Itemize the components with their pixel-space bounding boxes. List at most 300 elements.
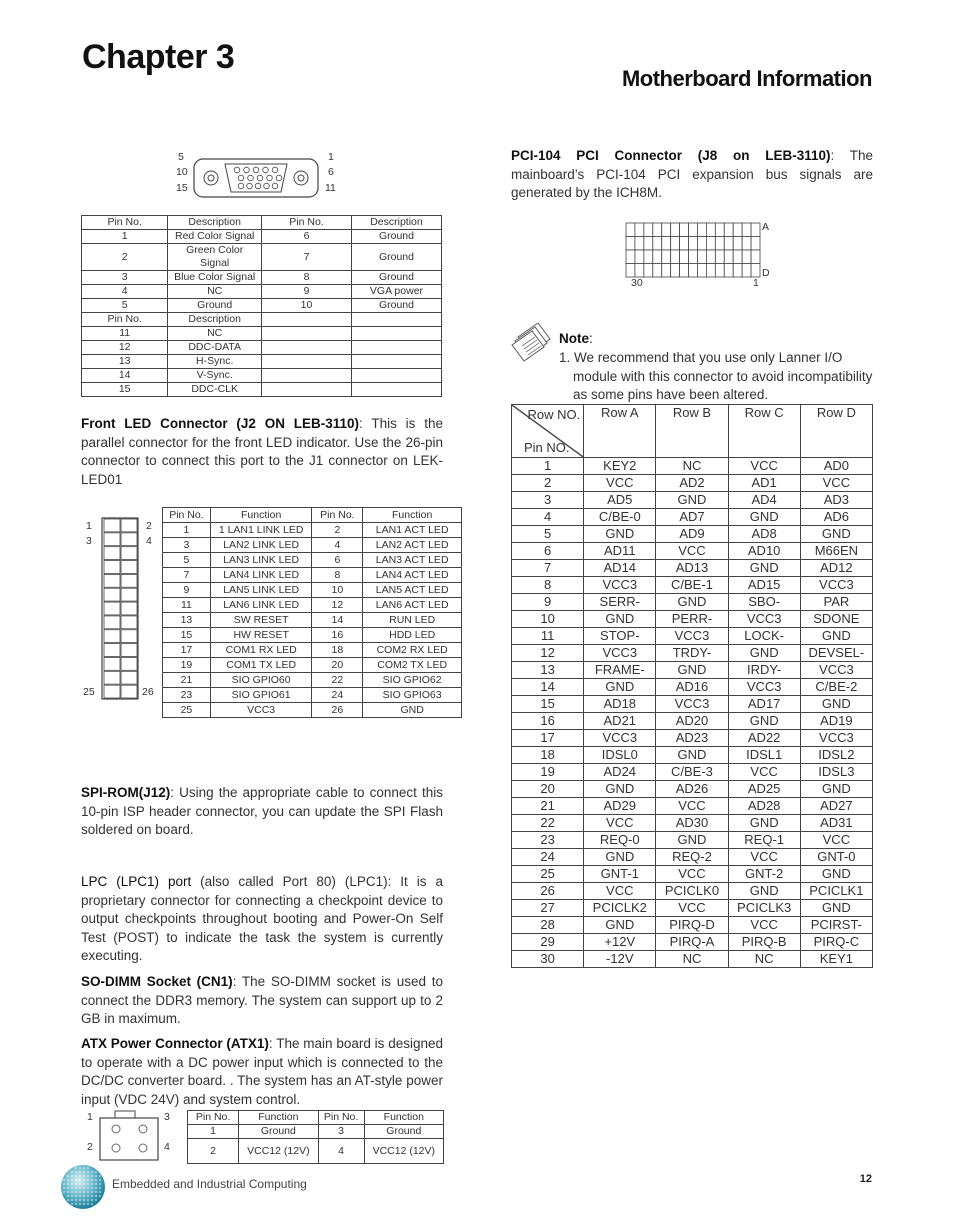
table-cell: AD28 xyxy=(728,798,800,815)
pci-pin-cell xyxy=(662,237,671,251)
atx-paragraph xyxy=(81,1035,443,1109)
pci-pin-cell xyxy=(689,223,698,237)
globe-dot xyxy=(91,1187,93,1189)
table-row xyxy=(512,679,873,696)
table-cell: SBO- xyxy=(728,594,800,611)
table-cell: GND xyxy=(584,781,656,798)
pin-label: D xyxy=(762,267,770,279)
globe-dot xyxy=(83,1179,85,1181)
table-cell: 6 xyxy=(312,553,363,568)
pci-pin-cell xyxy=(680,264,689,278)
table-cell: Ground xyxy=(351,299,441,313)
globe-dot xyxy=(75,1191,77,1193)
table-cell: GND xyxy=(656,662,728,679)
table-cell: VCC3 xyxy=(728,611,800,628)
table-cell: Red Color Signal xyxy=(168,230,262,244)
table-cell: LAN4 LINK LED xyxy=(210,568,312,583)
table-cell: PIRQ-C xyxy=(800,934,872,951)
table-cell: 14 xyxy=(512,679,584,696)
table-cell: LAN4 ACT LED xyxy=(363,568,462,583)
table-cell: 7 xyxy=(163,568,211,583)
pci-pin-cell xyxy=(626,250,635,264)
table-cell: Function xyxy=(239,1111,318,1125)
table-cell: AD15 xyxy=(728,577,800,594)
table-cell: 9 xyxy=(512,594,584,611)
table-cell: PAR xyxy=(800,594,872,611)
column-header-cell: Row D xyxy=(800,405,872,458)
table-cell: GND xyxy=(363,703,462,718)
table-cell: VCC xyxy=(728,849,800,866)
pin-label: 1 xyxy=(328,151,334,163)
pci-pin-cell xyxy=(644,250,653,264)
table-cell: Ground xyxy=(364,1125,443,1139)
globe-dot xyxy=(79,1179,81,1181)
table-cell: 18 xyxy=(312,643,363,658)
spi-text: : Using the appropriate cable to connect this 10-pin ISP header connector, you can update the SPI Flash soldered on board. xyxy=(81,785,443,837)
note-label xyxy=(559,331,593,346)
table-cell: -12V xyxy=(584,951,656,968)
table-cell: AD26 xyxy=(656,781,728,798)
column-header-cell: Row A xyxy=(584,405,656,458)
pci-pin-cell xyxy=(724,250,733,264)
table-cell xyxy=(351,327,441,341)
spi-paragraph xyxy=(81,784,443,840)
table-cell: SERR- xyxy=(584,594,656,611)
table-cell: VCC xyxy=(728,458,800,475)
table-cell: 4 xyxy=(312,538,363,553)
table-cell: C/BE-1 xyxy=(656,577,728,594)
vga-pin-hole xyxy=(248,175,254,181)
table-cell: 5 xyxy=(163,553,211,568)
table-cell: AD9 xyxy=(656,526,728,543)
globe-dot xyxy=(95,1171,97,1173)
table-cell: 11 xyxy=(82,327,168,341)
table-cell: 3 xyxy=(82,271,168,285)
pci-pin-cell xyxy=(706,264,715,278)
globe-dot xyxy=(99,1183,101,1185)
vga-pin-hole xyxy=(238,183,244,189)
table-cell: AD19 xyxy=(800,713,872,730)
pci-pin-cell xyxy=(644,264,653,278)
globe-dot xyxy=(67,1199,69,1201)
globe-dot xyxy=(83,1175,85,1177)
table-cell: AD3 xyxy=(800,492,872,509)
table-cell: 3 xyxy=(512,492,584,509)
table-cell: GND xyxy=(800,781,872,798)
globe-dot xyxy=(91,1191,93,1193)
pin-label: 6 xyxy=(328,166,334,178)
table-row xyxy=(82,216,442,230)
table-cell: GNT-1 xyxy=(584,866,656,883)
vga-pin-hole xyxy=(257,175,263,181)
table-cell: GND xyxy=(800,866,872,883)
table-cell: GND xyxy=(584,679,656,696)
globe-dot xyxy=(83,1171,85,1173)
table-row xyxy=(163,523,462,538)
table-cell: M66EN xyxy=(800,543,872,560)
table-cell: VCC3 xyxy=(584,577,656,594)
table-cell: LAN6 ACT LED xyxy=(363,598,462,613)
table-cell: 13 xyxy=(82,355,168,369)
table-cell: GND xyxy=(728,815,800,832)
pin-label: 30 xyxy=(631,277,643,289)
front-led-title: Front LED Connector (J2 ON LEB-3110) xyxy=(81,416,360,431)
globe-dot xyxy=(95,1179,97,1181)
pci-pin-cell xyxy=(653,237,662,251)
table-cell: 20 xyxy=(512,781,584,798)
vga-pin-hole xyxy=(247,183,253,189)
table-cell: 24 xyxy=(512,849,584,866)
table-cell: NC xyxy=(728,951,800,968)
table-cell: Description xyxy=(168,216,262,230)
table-row xyxy=(82,299,442,313)
globe-dot xyxy=(99,1175,101,1177)
table-cell: 3 xyxy=(318,1125,364,1139)
pci-pin-cell xyxy=(653,223,662,237)
table-cell: Function xyxy=(364,1111,443,1125)
table-cell: VCC3 xyxy=(210,703,312,718)
globe-dot xyxy=(83,1183,85,1185)
table-cell: Description xyxy=(351,216,441,230)
pci-pin-cell xyxy=(751,250,760,264)
table-cell: Pin No. xyxy=(188,1111,239,1125)
globe-dot xyxy=(99,1191,101,1193)
pci-pin-cell xyxy=(689,264,698,278)
table-cell: 4 xyxy=(318,1139,364,1164)
table-row xyxy=(163,628,462,643)
table-cell: 1 LAN1 LINK LED xyxy=(210,523,312,538)
pci-pin-cell xyxy=(680,223,689,237)
globe-dot xyxy=(71,1179,73,1181)
pin-label: 1 xyxy=(753,277,759,289)
table-row xyxy=(512,730,873,747)
table-cell: Pin No. xyxy=(312,508,363,523)
spi-title: SPI-ROM(J12) xyxy=(81,785,171,800)
table-row xyxy=(163,688,462,703)
globe-dot xyxy=(79,1187,81,1189)
table-cell: VCC xyxy=(584,883,656,900)
table-row xyxy=(82,313,442,327)
table-cell: IDSL1 xyxy=(728,747,800,764)
table-cell: VCC xyxy=(584,815,656,832)
table-row xyxy=(512,951,873,968)
table-cell: 25 xyxy=(512,866,584,883)
table-cell: COM2 RX LED xyxy=(363,643,462,658)
globe-dot xyxy=(83,1167,85,1169)
globe-dot xyxy=(87,1187,89,1189)
table-cell: GNT-2 xyxy=(728,866,800,883)
globe-dot xyxy=(71,1191,73,1193)
globe-dot xyxy=(79,1175,81,1177)
table-cell: Ground xyxy=(351,271,441,285)
globe-dot xyxy=(67,1175,69,1177)
table-cell: AD13 xyxy=(656,560,728,577)
globe-dot xyxy=(71,1183,73,1185)
table-cell: SIO GPIO61 xyxy=(210,688,312,703)
table-cell: 1 xyxy=(82,230,168,244)
table-row xyxy=(512,662,873,679)
table-cell: +12V xyxy=(584,934,656,951)
pin-label: 26 xyxy=(142,686,154,698)
globe-dot xyxy=(83,1191,85,1193)
vga-pin-hole xyxy=(263,167,269,173)
table-cell: 12 xyxy=(82,341,168,355)
table-cell: 27 xyxy=(512,900,584,917)
globe-dot xyxy=(83,1195,85,1197)
table-row xyxy=(163,613,462,628)
table-cell: SIO GPIO63 xyxy=(363,688,462,703)
table-cell: GND xyxy=(800,628,872,645)
table-cell: GND xyxy=(728,883,800,900)
table-cell xyxy=(261,341,351,355)
table-cell: 15 xyxy=(163,628,211,643)
front-led-text: : This is the parallel connector for the front LED indicator. Use the 26-pin connector to connect this port to the J1 connector on LEK-LED01 xyxy=(81,416,443,487)
globe-dot xyxy=(63,1191,65,1193)
table-cell: VCC xyxy=(800,475,872,492)
pci-pin-cell xyxy=(715,223,724,237)
table-cell: GND xyxy=(656,594,728,611)
table-row xyxy=(512,917,873,934)
table-cell: AD16 xyxy=(656,679,728,696)
pci-pin-cell xyxy=(626,264,635,278)
table-cell: AD23 xyxy=(656,730,728,747)
table-cell: AD21 xyxy=(584,713,656,730)
front-led-paragraph xyxy=(81,415,443,489)
table-cell xyxy=(261,355,351,369)
vga-pin-hole xyxy=(267,175,273,181)
table-cell: 1 xyxy=(512,458,584,475)
table-cell: NC xyxy=(168,327,262,341)
row-no-label: Row NO. xyxy=(527,407,581,422)
table-cell: AD27 xyxy=(800,798,872,815)
pci-pin-cell xyxy=(733,264,742,278)
globe-dot xyxy=(95,1187,97,1189)
section-title: Motherboard Information xyxy=(621,66,872,91)
table-cell: Function xyxy=(363,508,462,523)
pin-label: 3 xyxy=(164,1111,170,1123)
table-cell: VCC xyxy=(656,543,728,560)
table-cell: 5 xyxy=(82,299,168,313)
globe-dot xyxy=(99,1179,101,1181)
table-cell: Ground xyxy=(168,299,262,313)
table-row xyxy=(512,509,873,526)
table-cell: Blue Color Signal xyxy=(168,271,262,285)
table-cell: AD25 xyxy=(728,781,800,798)
table-row xyxy=(512,526,873,543)
globe-dot xyxy=(67,1179,69,1181)
globe-dot xyxy=(79,1199,81,1201)
table-cell: IDSL0 xyxy=(584,747,656,764)
pci-pin-cell xyxy=(653,264,662,278)
table-cell: Pin No. xyxy=(261,216,351,230)
table-cell: STOP- xyxy=(584,628,656,645)
table-cell: AD6 xyxy=(800,509,872,526)
table-cell: SDONE xyxy=(800,611,872,628)
globe-dot xyxy=(91,1199,93,1201)
pci-pin-cell xyxy=(671,237,680,251)
table-cell: 26 xyxy=(512,883,584,900)
globe-dot xyxy=(83,1203,85,1205)
table-cell: Pin No. xyxy=(82,313,168,327)
table-cell: AD7 xyxy=(656,509,728,526)
table-row xyxy=(163,583,462,598)
globe-dot xyxy=(91,1183,93,1185)
table-cell: NC xyxy=(656,951,728,968)
table-cell: DDC-DATA xyxy=(168,341,262,355)
vga-pin-hole xyxy=(272,167,278,173)
vga-pin-hole xyxy=(234,167,240,173)
pci-pin-cell xyxy=(706,237,715,251)
table-cell: PCICLK3 xyxy=(728,900,800,917)
pci-pin-cell xyxy=(644,237,653,251)
table-row xyxy=(163,568,462,583)
table-cell: IDSL2 xyxy=(800,747,872,764)
table-cell: LAN3 ACT LED xyxy=(363,553,462,568)
pci-pin-cell xyxy=(742,264,751,278)
globe-dot xyxy=(87,1167,89,1169)
table-cell: AD30 xyxy=(656,815,728,832)
column-header-cell: Row C xyxy=(728,405,800,458)
table-cell: LAN1 ACT LED xyxy=(363,523,462,538)
table-row xyxy=(163,673,462,688)
globe-dot xyxy=(67,1195,69,1197)
pci-pin-cell xyxy=(689,250,698,264)
table-cell: H-Sync. xyxy=(168,355,262,369)
vga-pin-hole xyxy=(255,183,261,189)
pci-pin-cell xyxy=(680,237,689,251)
table-cell: GND xyxy=(728,645,800,662)
table-cell: 18 xyxy=(512,747,584,764)
table-row xyxy=(512,577,873,594)
pci-pin-cell xyxy=(671,250,680,264)
table-cell: Pin No. xyxy=(82,216,168,230)
table-cell: 9 xyxy=(261,285,351,299)
note-label-text: Note xyxy=(559,331,589,346)
table-cell: VCC3 xyxy=(728,679,800,696)
globe-dot xyxy=(79,1167,81,1169)
table-cell: GND xyxy=(728,509,800,526)
pci104-grid-image xyxy=(625,222,763,278)
lpc-text: (also called Port 80) (LPC1): It is a proprietary connector for connecting a checkpoint device to output checkpoints throughout booting and Power-On Self Test (POST) to indicate the task the system is currently executing. xyxy=(81,874,443,963)
table-cell: 21 xyxy=(163,673,211,688)
table-row xyxy=(82,369,442,383)
table-row xyxy=(512,492,873,509)
pin-label: 5 xyxy=(178,151,184,163)
table-cell: AD18 xyxy=(584,696,656,713)
table-cell: VCC3 xyxy=(584,645,656,662)
table-cell: IDSL3 xyxy=(800,764,872,781)
globe-dot xyxy=(87,1195,89,1197)
table-row xyxy=(82,244,442,271)
table-row xyxy=(512,713,873,730)
pci-pin-cell xyxy=(706,250,715,264)
table-cell: 3 xyxy=(163,538,211,553)
pin-label: 3 xyxy=(86,535,92,547)
table-cell: LAN5 LINK LED xyxy=(210,583,312,598)
table-cell: AD2 xyxy=(656,475,728,492)
table-cell: GND xyxy=(800,696,872,713)
table-cell: GND xyxy=(584,611,656,628)
globe-dot xyxy=(79,1183,81,1185)
globe-dot xyxy=(99,1187,101,1189)
globe-dot xyxy=(75,1199,77,1201)
pin-label: 4 xyxy=(146,535,152,547)
table-cell: 8 xyxy=(512,577,584,594)
table-cell: VGA power xyxy=(351,285,441,299)
pci-pin-cell xyxy=(751,223,760,237)
pci-pin-cell xyxy=(635,264,644,278)
globe-dot xyxy=(79,1191,81,1193)
table-cell: GND xyxy=(584,526,656,543)
table-row xyxy=(188,1111,444,1125)
table-cell: Ground xyxy=(351,244,441,271)
table-cell: 13 xyxy=(512,662,584,679)
note-icon xyxy=(510,317,554,363)
table-row xyxy=(163,658,462,673)
table-cell: TRDY- xyxy=(656,645,728,662)
table-cell: Function xyxy=(210,508,312,523)
table-cell: AD22 xyxy=(728,730,800,747)
table-cell: GND xyxy=(728,713,800,730)
pci-pin-cell xyxy=(689,237,698,251)
table-cell: SIO GPIO62 xyxy=(363,673,462,688)
pin-no-label: Pin NO. xyxy=(524,440,570,455)
pci-pin-cell xyxy=(724,223,733,237)
table-row xyxy=(512,543,873,560)
table-row xyxy=(512,883,873,900)
globe-dot xyxy=(99,1195,101,1197)
pci-pin-cell xyxy=(715,237,724,251)
table-cell: VCC12 (12V) xyxy=(364,1139,443,1164)
pci104-title: PCI-104 PCI Connector (J8 on LEB-3110) xyxy=(511,148,831,163)
table-cell xyxy=(351,341,441,355)
globe-dot xyxy=(83,1187,85,1189)
table-row xyxy=(163,538,462,553)
table-row xyxy=(82,383,442,397)
atx-title: ATX Power Connector (ATX1) xyxy=(81,1036,269,1051)
table-cell: 22 xyxy=(312,673,363,688)
table-cell: LOCK- xyxy=(728,628,800,645)
table-cell: 8 xyxy=(312,568,363,583)
table-cell: GND xyxy=(584,917,656,934)
footer-text: Embedded and Industrial Computing xyxy=(112,1177,307,1191)
pci-pin-cell xyxy=(626,223,635,237)
table-cell: 14 xyxy=(312,613,363,628)
table-cell: V-Sync. xyxy=(168,369,262,383)
column-header-cell: Row B xyxy=(656,405,728,458)
table-cell: 1 xyxy=(188,1125,239,1139)
table-cell: C/BE-3 xyxy=(656,764,728,781)
table-cell: COM2 TX LED xyxy=(363,658,462,673)
table-row xyxy=(163,703,462,718)
table-cell: VCC3 xyxy=(800,730,872,747)
table-cell: 17 xyxy=(512,730,584,747)
pci104-paragraph xyxy=(511,147,873,203)
pci-pin-cell xyxy=(671,223,680,237)
table-cell: 15 xyxy=(82,383,168,397)
pci-pin-cell xyxy=(724,264,733,278)
table-cell: Pin No. xyxy=(163,508,211,523)
table-cell: VCC xyxy=(656,900,728,917)
globe-dot xyxy=(79,1195,81,1197)
globe-dot xyxy=(71,1203,73,1205)
table-cell: 4 xyxy=(512,509,584,526)
globe-dot xyxy=(75,1203,77,1205)
pci-pin-cell xyxy=(697,250,706,264)
vga-pin-hole xyxy=(244,167,250,173)
table-cell: 20 xyxy=(312,658,363,673)
pci-pin-cell xyxy=(697,223,706,237)
